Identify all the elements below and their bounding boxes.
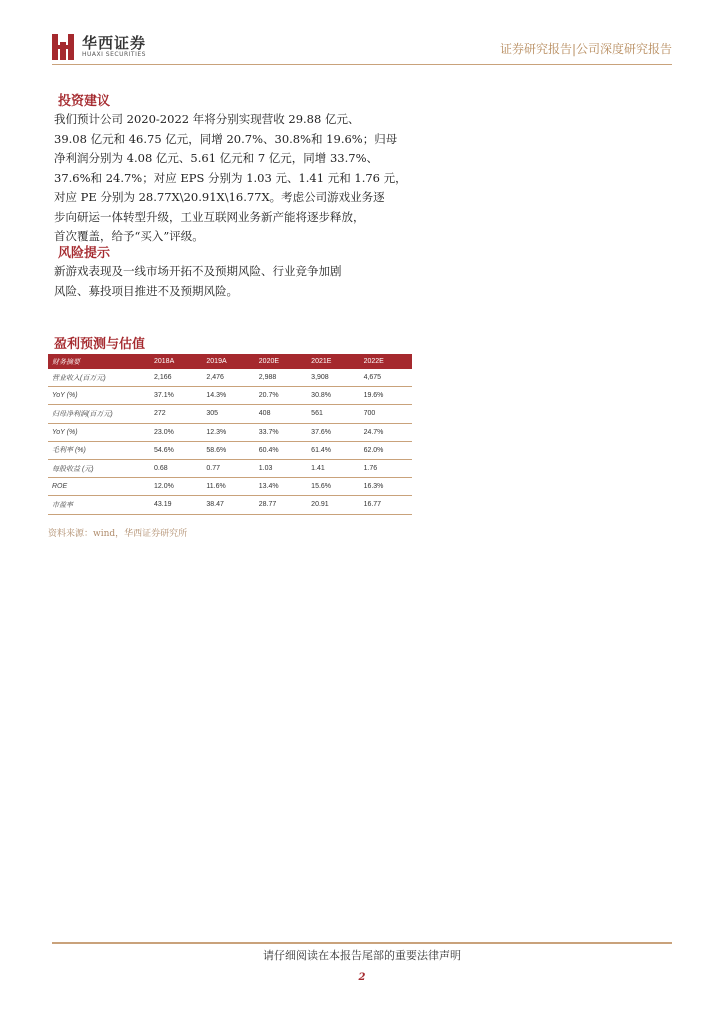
table-cell: 28.77 [255,496,307,514]
section-title-risk: 风险提示 [58,246,111,261]
table-cell: 20.91 [307,496,359,514]
page-number: 2 [358,972,366,983]
report-type: 证券研究报告|公司深度研究报告 [499,42,672,56]
table-cell: 12.3% [202,423,254,441]
table-cell: 60.4% [255,441,307,459]
table-cell: 30.8% [307,387,359,405]
table-cell: 19.6% [360,387,412,405]
financial-summary-table [48,354,412,515]
table-row [48,478,412,496]
table-row [48,496,412,514]
table-cell: 1.03 [255,459,307,477]
invest-line: 首次覆盖，给予“买入”评级。 [54,229,204,243]
invest-line: 37.6%和 24.7%；对应 EPS 分别为 1.03 元、1.41 元和 1.76 元， [54,170,407,185]
table-cell: 13.4% [255,478,307,496]
table-cell: 305 [202,405,254,423]
table-cell: 4,675 [360,369,412,387]
table-cell: 24.7% [360,423,412,441]
risk-paragraph [54,262,414,301]
table-source-note: 资料来源：wind，华西证券研究所 [48,529,188,539]
table-header-cell: 2019A [206,358,227,365]
table-header-cell: 2020E [258,358,280,365]
table-cell: 62.0% [360,441,412,459]
table-cell: 15.6% [307,478,359,496]
table-cell: 2,988 [255,369,307,387]
row-label: YoY (%) [48,387,150,405]
table-header-cell: 2018A [154,358,175,365]
table-cell: 58.6% [202,441,254,459]
section-title-forecast: 盈利预测与估值 [54,337,146,352]
table-cell: 61.4% [307,441,359,459]
huaxi-logo-icon [52,34,74,60]
invest-line: 步向研运一体转型升级，工业互联网业务新产能将逐步释放， [54,209,365,224]
table-cell: 16.3% [360,478,412,496]
invest-paragraph [54,110,414,247]
table-row [48,405,412,423]
table-cell: 2,476 [202,369,254,387]
table-cell: 700 [360,405,412,423]
table-header-row [48,354,412,369]
table-cell: 11.6% [202,478,254,496]
table-cell: 0.68 [150,459,202,477]
row-label: ROE [48,478,150,496]
table-cell: 1.41 [307,459,359,477]
row-label: 市盈率 [48,496,150,514]
table-cell: 43.19 [150,496,202,514]
table-cell: 14.3% [202,387,254,405]
table-cell: 408 [255,405,307,423]
table-cell: 2,166 [150,369,202,387]
footer-divider [52,942,672,944]
table-header-cell: 财务摘要 [52,358,80,366]
table-row [48,369,412,387]
table-cell: 272 [150,405,202,423]
brand-name-en: HUAXI SECURITIES [82,51,146,58]
brand-name-cn: 华西证券 [82,34,147,52]
table-cell: 38.47 [202,496,254,514]
header-divider [52,64,672,65]
risk-line: 新游戏表现及一线市场开拓不及预期风险、行业竞争加剧 [54,264,342,278]
invest-line: 39.08 亿元和 46.75 亿元，同增 20.7%、30.8%和 19.6%；归母 [54,131,398,146]
table-cell: 37.6% [307,423,359,441]
table-cell: 561 [307,405,359,423]
table-cell: 23.0% [150,423,202,441]
legal-disclaimer: 请仔细阅读在本报告尾部的重要法律声明 [263,949,461,962]
table-cell: 3,908 [307,369,359,387]
table-cell: 0.77 [202,459,254,477]
row-label: 每股收益 (元) [48,459,150,477]
table-cell: 1.76 [360,459,412,477]
invest-line: 对应 PE 分别为 28.77X\20.91X\16.77X。考虑公司游戏业务逐 [54,190,385,204]
table-header-cell: 2021E [311,358,332,365]
invest-line: 我们预计公司 2020-2022 年将分别实现营收 29.88 亿元、 [54,112,360,126]
row-label: YoY (%) [48,423,150,441]
table-cell: 37.1% [150,387,202,405]
row-label: 归母净利润(百万元) [48,405,150,423]
table-row [48,387,412,405]
section-title-invest: 投资建议 [58,94,111,109]
table-cell: 16.77 [360,496,412,514]
table-row [48,459,412,477]
row-label: 毛利率 (%) [48,441,150,459]
table-cell: 54.6% [150,441,202,459]
table-cell: 33.7% [255,423,307,441]
risk-line: 风险、募投项目推进不及预期风险。 [54,283,238,298]
table-cell: 12.0% [150,478,202,496]
table-cell: 20.7% [255,387,307,405]
invest-line: 净利润分别为 4.08 亿元、5.61 亿元和 7 亿元，同增 33.7%、 [54,151,378,165]
page-header [52,30,672,64]
table-header-cell: 2022E [363,358,384,365]
row-label: 营业收入(百万元) [48,369,150,387]
table-row [48,423,412,441]
table-row [48,441,412,459]
